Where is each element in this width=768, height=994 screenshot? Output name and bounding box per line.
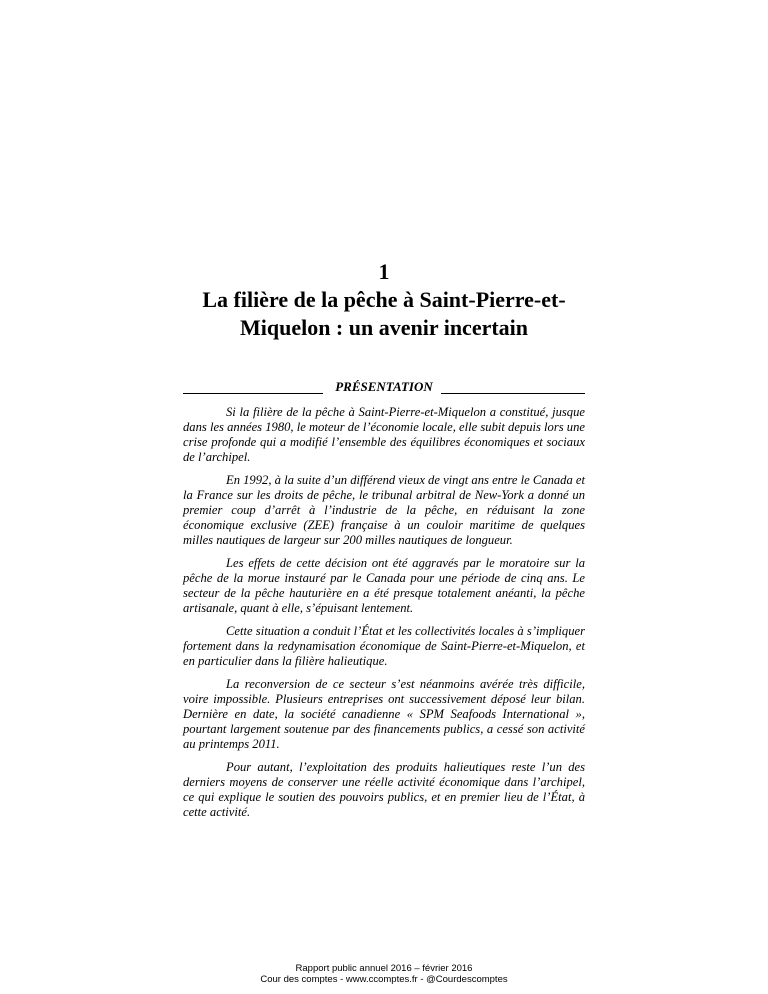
footer-report-line: Rapport public annuel 2016 – février 2016 bbox=[295, 963, 473, 974]
paragraph: La reconversion de ce secteur s’est néanmoins avérée très difficile, voire impossible. Plusieurs entreprises ont successivement déposé leur bilan. Dernière en date, la société canadienne « SPM Seafoods International », pourtant largement soutenue par des financements publics, a cessé son activité au printemps 2011. bbox=[183, 677, 585, 751]
section-label: PRÉSENTATION bbox=[335, 379, 433, 394]
chapter-title: La filière de la pêche à Saint-Pierre-et-Miquelon : un avenir incertain bbox=[202, 287, 566, 340]
paragraph: En 1992, à la suite d’un différend vieux de vingt ans entre le Canada et la France sur les droits de pêche, le tribunal arbitral de New-York a donné un premier coup d’arrêt à l’industrie de la pêche, en réduisant la zone économique exclusive (ZEE) française à un couloir maritime de quelques milles nautiques de largeur sur 200 milles nautiques de longueur. bbox=[183, 473, 585, 547]
presentation-body bbox=[183, 405, 585, 828]
paragraph: Les effets de cette décision ont été aggravés par le moratoire sur la pêche de la morue instauré par le Canada pour une période de cinq ans. Le secteur de la pêche hauturière en a été presque totalement anéanti, la pêche artisanale, quant à elle, s’épuisant lentement. bbox=[183, 556, 585, 615]
section-header bbox=[183, 379, 585, 397]
paragraph: Cette situation a conduit l’État et les collectivités locales à s’impliquer fortement dans la redynamisation économique de Saint-Pierre-et-Miquelon, et en particulier dans la filière halieutique. bbox=[183, 624, 585, 668]
paragraph: Pour autant, l’exploitation des produits halieutiques reste l’un des derniers moyens de conserver une réelle activité économique dans l’archipel, ce qui explique le soutien des pouvoirs publics, et en premier lieu de l’État, à cette activité. bbox=[183, 760, 585, 819]
section-rule-left bbox=[183, 393, 323, 394]
page-footer bbox=[0, 963, 768, 985]
chapter-heading bbox=[0, 258, 768, 342]
paragraph: Si la filière de la pêche à Saint-Pierre-et-Miquelon a constitué, jusque dans les années 1980, le moteur de l’économie locale, elle subit depuis lors une crise profonde qui a modifié l’ensemble des équilibres économiques et sociaux de l’archipel. bbox=[183, 405, 585, 464]
section-rule-right bbox=[441, 393, 585, 394]
chapter-number: 1 bbox=[378, 259, 390, 284]
footer-publisher-line: Cour des comptes - www.ccomptes.fr - @Courdescomptes bbox=[260, 974, 508, 985]
